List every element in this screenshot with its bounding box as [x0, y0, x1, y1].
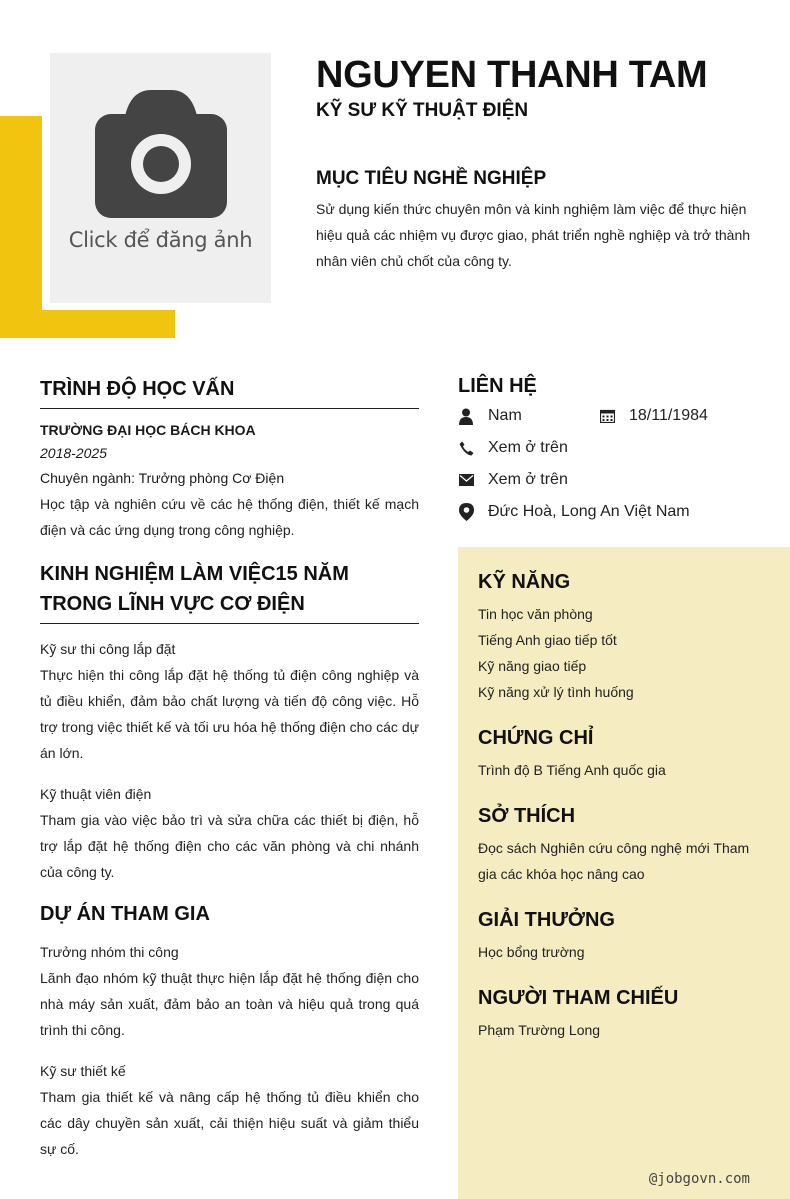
accent-bar-vertical — [0, 116, 42, 338]
education-major: Chuyên ngành: Trưởng phòng Cơ Điện — [40, 470, 285, 486]
experience-heading: KINH NGHIỆM LÀM VIỆC15 NĂM TRONG LĨNH VỰC CƠ ĐIỆN — [40, 559, 419, 624]
mail-icon — [458, 471, 474, 489]
experience-item — [40, 636, 419, 766]
project-item — [40, 939, 419, 1043]
awards-heading: GIẢI THƯỞNG — [478, 909, 615, 931]
skills-list — [478, 601, 770, 705]
contact-email[interactable]: Xem ở trên — [488, 471, 568, 488]
project-item-description: Tham gia thiết kế và nâng cấp hệ thống tủ điều khiển cho các dây chuyền sản xuất, cải thiện hiệu suất và giảm thiểu sự cố. — [40, 1089, 419, 1157]
location-pin-icon — [458, 503, 474, 521]
education-description: Học tập và nghiên cứu về các hệ thống điện, thiết kế mạch điện và các ứng dụng trong công nghiệp. — [40, 496, 419, 538]
experience-item-description: Thực hiện thi công lắp đặt hệ thống tủ điện công nghiệp và tủ điều khiển, đảm bảo chất lượng và tiến độ công việc. Hỗ trợ trong việc thiết kế và tối ưu hóa hệ thống điện cho các dự án lớn. — [40, 667, 419, 761]
education-years: 2018-2025 — [40, 445, 107, 461]
skill-item: Tiếng Anh giao tiếp tốt — [478, 632, 617, 648]
objective-heading: MỤC TIÊU NGHỀ NGHIỆP — [316, 168, 547, 189]
phone-icon — [458, 439, 474, 457]
resume-header — [316, 52, 756, 274]
education-heading: TRÌNH ĐỘ HỌC VẤN — [40, 374, 419, 409]
contact-row-phone — [458, 432, 778, 464]
photo-caption: Click để đăng ảnh — [68, 228, 253, 252]
calendar-icon — [599, 407, 615, 425]
job-title: KỸ SƯ KỸ THUẬT ĐIỆN — [316, 100, 529, 121]
experience-item-title: Kỹ sư thi công lắp đặt — [40, 641, 176, 657]
references-text: Phạm Trường Long — [478, 1022, 601, 1038]
certificates-text: Trình độ B Tiếng Anh quốc gia — [478, 762, 666, 778]
contact-heading: LIÊN HỆ — [458, 375, 537, 397]
skill-item: Kỹ năng xử lý tình huống — [478, 684, 634, 700]
project-item — [40, 1058, 419, 1162]
contact-address: Đức Hoà, Long An Việt Nam — [488, 503, 690, 520]
awards-text: Học bổng trường — [478, 944, 585, 960]
camera-icon — [95, 90, 227, 220]
project-item-description: Lãnh đạo nhóm kỹ thuật thực hiện lắp đặt hệ thống điện cho nhà máy sản xuất, đảm bảo an toàn và hiệu quả trong quá trình thi công. — [40, 970, 419, 1038]
contact-row-email — [458, 464, 778, 496]
references-heading: NGƯỜI THAM CHIẾU — [478, 987, 679, 1009]
contact-phone[interactable]: Xem ở trên — [488, 439, 568, 456]
person-icon — [458, 407, 474, 425]
left-column — [40, 374, 419, 1162]
contact-birthday: 18/11/1984 — [629, 407, 708, 424]
hobbies-heading: SỞ THÍCH — [478, 805, 576, 827]
contact-row-address — [458, 496, 778, 528]
contact-gender: Nam — [488, 407, 522, 424]
photo-upload[interactable] — [50, 53, 271, 303]
experience-item-description: Tham gia vào việc bảo trì và sửa chữa các thiết bị điện, hỗ trợ lắp đặt hệ thống điện cho các văn phòng và chi nhánh của công ty. — [40, 812, 419, 880]
certificates-heading: CHỨNG CHỈ — [478, 727, 594, 749]
contact-section — [458, 372, 778, 528]
watermark: @jobgovn.com — [648, 1171, 750, 1187]
sidebar-panel — [458, 547, 790, 1199]
project-item-title: Trưởng nhóm thi công — [40, 944, 179, 960]
accent-bar-horizontal — [0, 310, 175, 338]
projects-heading: DỰ ÁN THAM GIA — [40, 903, 210, 925]
skill-item: Kỹ năng giao tiếp — [478, 658, 587, 674]
full-name: NGUYEN THANH TAM — [316, 54, 708, 96]
experience-item — [40, 781, 419, 885]
education-school: TRƯỜNG ĐẠI HỌC BÁCH KHOA — [40, 422, 256, 438]
skills-heading: KỸ NĂNG — [478, 571, 571, 593]
project-item-title: Kỹ sư thiết kế — [40, 1063, 126, 1079]
hobbies-text: Đọc sách Nghiên cứu công nghệ mới Tham gia các khóa học nâng cao — [478, 840, 750, 882]
objective-text: Sử dụng kiến thức chuyên môn và kinh nghiệm làm việc để thực hiện hiệu quả các nhiệm vụ được giao, phát triển nghề nghiệp và trở thành nhân viên chủ chốt của công ty. — [316, 201, 751, 269]
experience-item-title: Kỹ thuật viên điện — [40, 786, 152, 802]
contact-row-gender-birthday — [458, 400, 778, 432]
skill-item: Tin học văn phòng — [478, 606, 593, 622]
